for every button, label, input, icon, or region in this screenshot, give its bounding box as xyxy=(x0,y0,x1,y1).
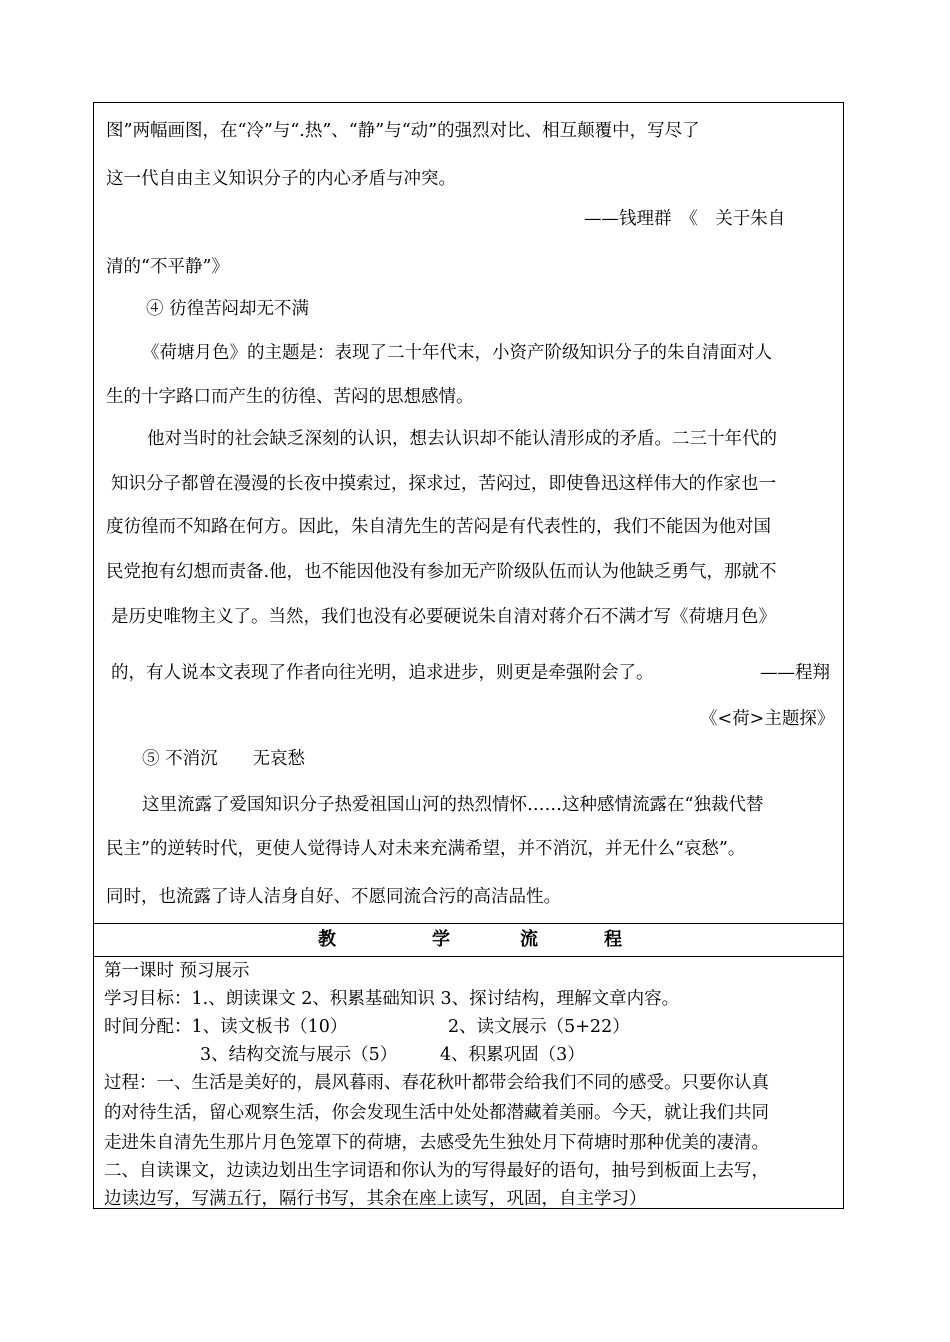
text-line: 他对当时的社会缺乏深刻的认识，想去认识却不能认清形成的矛盾。二三十年代的 xyxy=(147,429,777,449)
text-line: 时间分配：1、读文板书（10） xyxy=(104,1017,348,1037)
section-heading: ⑤ 不消沉 无哀愁 xyxy=(142,749,306,769)
text-line: 知识分子都曾在漫漫的长夜中摸索过，探求过，苦闷过，即使鲁迅这样伟大的作家也一 xyxy=(111,474,776,494)
text-line: 学习目标：1.、朗读课文 2、积累基础知识 3、探讨结构，理解文章内容。 xyxy=(104,989,680,1009)
heading-char: 程 xyxy=(604,929,622,950)
text-line: 3、结构交流与展示（5） xyxy=(200,1045,398,1065)
text-line: 二、自读课文，边读边划出生字词语和你认为的写得最好的语句，抽号到板面上去写， xyxy=(104,1161,769,1181)
text-line: 是历史唯物主义了。当然，我们也没有必要硬说朱自清对蒋介石不满才写《荷塘月色》 xyxy=(111,607,776,627)
row-divider xyxy=(94,956,843,957)
text-line: 《荷塘月色》的主题是：表现了二十年代末，小资产阶级知识分子的朱自清面对人 xyxy=(142,343,772,363)
text-line: 图”两幅画图，在“冷”与“.热”、“静”与“动”的强烈对比、相互颠覆中，写尽了 xyxy=(106,121,700,141)
citation-line: ——程翔 xyxy=(760,663,830,683)
text-line: 2、读文展示（5+22） xyxy=(448,1017,630,1037)
text-line: 这一代自由主义知识分子的内心矛盾与冲突。 xyxy=(106,169,456,189)
text-line: 第一课时 预习展示 xyxy=(104,961,250,981)
text-line: 生的十字路口而产生的彷徨、苦闷的思想感情。 xyxy=(106,387,474,407)
text-line: 4、积累巩固（3） xyxy=(440,1045,585,1065)
text-line: 度彷徨而不知路在何方。因此，朱自清先生的苦闷是有代表性的，我们不能因为他对国 xyxy=(106,517,771,537)
text-line: 过程：一、生活是美好的，晨风暮雨、春花秋叶都带会给我们不同的感受。只要你认真 xyxy=(104,1073,769,1093)
citation-line: ——钱理群 《 关于朱自 xyxy=(584,209,786,229)
heading-char: 流 xyxy=(520,929,538,950)
heading-char: 学 xyxy=(432,929,450,950)
text-line: 民主”的逆转时代，更使人觉得诗人对未来充满希望，并不消沉，并无什么“哀愁”。 xyxy=(106,839,746,859)
text-line: 的，有人说本文表现了作者向往光明，追求进步，则更是牵强附会了。 xyxy=(111,663,654,683)
citation-line: 《<荷>主题探》 xyxy=(700,709,835,729)
text-line: 边读边写，写满五行，隔行书写，其余在座上读写，巩固，自主学习） xyxy=(104,1189,647,1209)
teaching-process-heading xyxy=(94,929,843,951)
heading-char: 教 xyxy=(318,929,336,950)
text-line: 同时，也流露了诗人洁身自好、不愿同流合污的高洁品性。 xyxy=(106,887,561,907)
text-line: 这里流露了爱国知识分子热爱祖国山河的热烈情怀……这种感情流露在“独裁代替 xyxy=(142,795,764,815)
citation-line: 清的“不平静”》 xyxy=(106,257,229,277)
section-heading: ④ 彷徨苦闷却无不满 xyxy=(146,299,310,319)
text-line: 走进朱自清先生那片月色笼罩下的荷塘，去感受先生独处月下荷塘时那种优美的凄清。 xyxy=(104,1133,769,1153)
text-line: 民党抱有幻想而责备.他，也不能因他没有参加无产阶级队伍而认为他缺乏勇气，那就不 xyxy=(106,562,777,582)
text-line: 的对待生活，留心观察生活，你会发现生活中处处都潜藏着美丽。今天，就让我们共同 xyxy=(104,1103,769,1123)
lesson-table xyxy=(93,102,844,1209)
row-divider xyxy=(94,923,843,924)
